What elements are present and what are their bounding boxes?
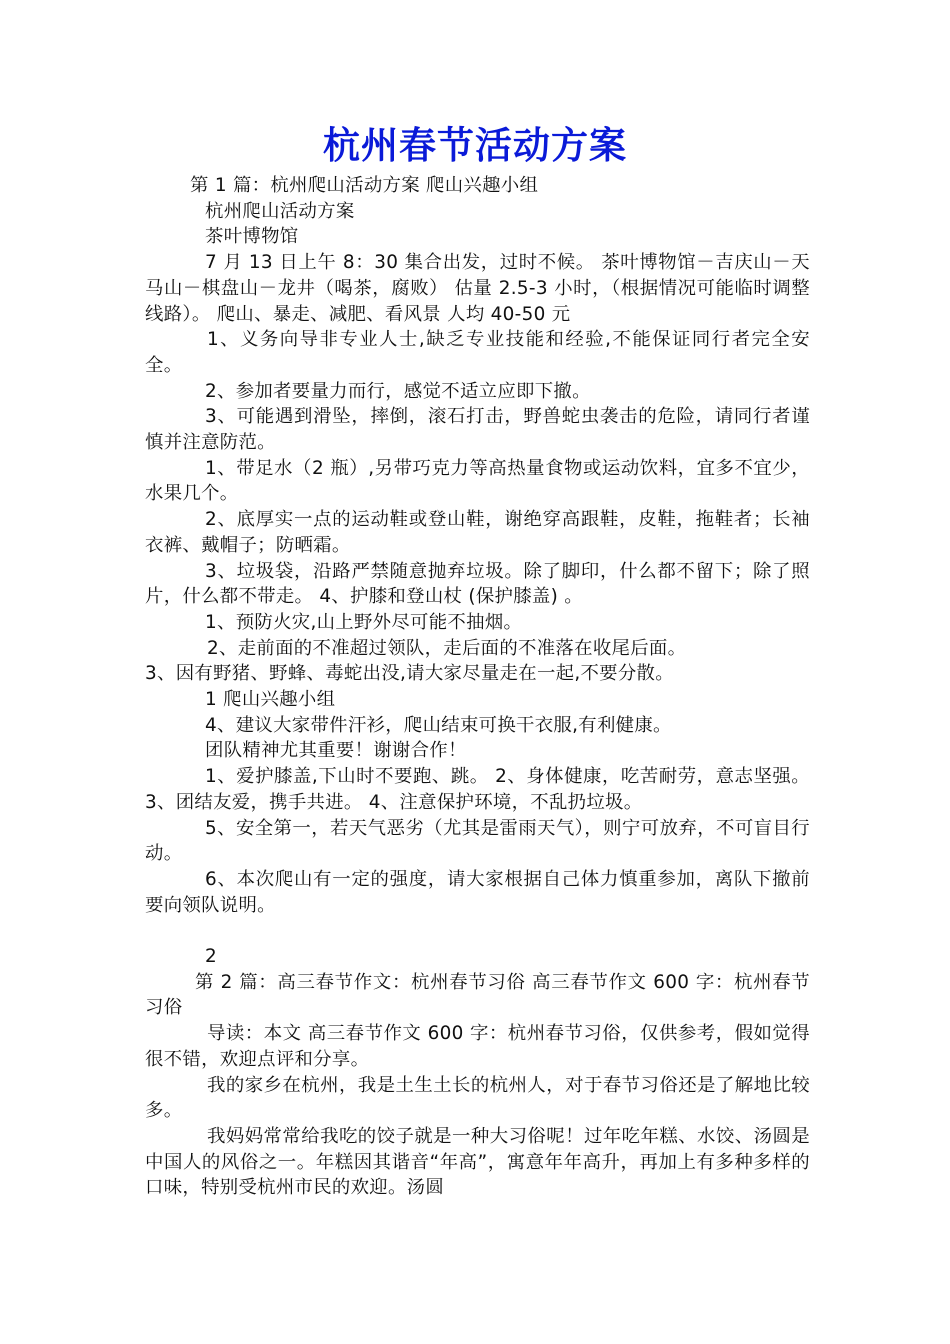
paragraph: 1、爱护膝盖,下山时不要跑、跳。 2、身体健康，吃苦耐劳，意志坚强。 3、团结友爱，携手共进。 4、注意保护环境，不乱扔垃圾。 (145, 766, 810, 813)
document-body (145, 173, 810, 1201)
document-title: 杭州春节活动方案 (323, 123, 627, 167)
paragraph: 我妈妈常常给我吃的饺子就是一种大习俗呢！过年吃年糕、水饺、汤圆是中国人的风俗之一。年糕因其谐音“年高”，寓意年年高升，再加上有多种多样的口味，特别受杭州市民的欢迎。汤圆 (145, 1126, 810, 1199)
paragraph: 1、带足水（2 瓶）,另带巧克力等高热量食物或运动饮料，宜多不宜少，水果几个。 (145, 457, 810, 505)
section-heading-1: 第 1 篇：杭州爬山活动方案 爬山兴趣小组 (190, 175, 539, 196)
paragraph: 团队精神尤其重要！谢谢合作！ (205, 740, 467, 762)
paragraph: 导读：本文 高三春节作文 600 字：杭州春节习俗，仅供参考，假如觉得很不错，欢迎点评和分享。 (145, 1023, 810, 1070)
paragraph: 2、底厚实一点的运动鞋或登山鞋，谢绝穿高跟鞋，皮鞋，拖鞋者；长袖衣裤、戴帽子；防晒霜。 (145, 509, 810, 556)
paragraph: 2、走前面的不准超过领队，走后面的不准落在收尾后面。 (207, 637, 687, 659)
paragraph: 我的家乡在杭州，我是土生土长的杭州人，对于春节习俗还是了解地比较多。 (145, 1074, 810, 1122)
paragraph: 7 月 13 日上午 8：30 集合出发，过时不候。 茶叶博物馆－吉庆山－天马山－棋盘山－龙井（喝茶，腐败） 估量 2.5-3 小时，（根据情况可能临时调整线路）。 爬山、暴走、减肥、看风景 人均 40-50 元 (145, 252, 810, 325)
paragraph: 3、可能遇到滑坠，摔倒，滚石打击，野兽蛇虫袭击的危险，请同行者谨慎并注意防范。 (145, 406, 810, 454)
paragraph: 1、义务向导非专业人士,缺乏专业技能和经验,不能保证同行者完全安全。 (145, 329, 810, 376)
paragraph: 3、因有野猪、野蜂、毒蛇出没,请大家尽量走在一起,不要分散。 (145, 663, 674, 685)
paragraph: 1、预防火灾,山上野外尽可能不抽烟。 (205, 611, 523, 633)
paragraph: 1 爬山兴趣小组 (205, 689, 336, 711)
paragraph: 杭州爬山活动方案 (205, 200, 355, 222)
section-heading-2: 第 2 篇：高三春节作文：杭州春节习俗 高三春节作文 600 字：杭州春节习俗 (145, 971, 810, 1019)
paragraph: 2、参加者要量力而行，感觉不适立应即下撤。 (205, 380, 591, 402)
blank-line (145, 918, 810, 944)
page-number: 2 (205, 946, 218, 968)
paragraph: 4、建议大家带件汗衫，爬山结束可换干衣服,有利健康。 (205, 714, 672, 736)
paragraph: 5、安全第一，若天气恶劣（尤其是雷雨天气），则宁可放弃，不可盲目行动。 (145, 817, 810, 865)
paragraph: 6、本次爬山有一定的强度，请大家根据自己体力慎重参加，离队下撤前要向领队说明。 (145, 868, 810, 916)
paragraph: 茶叶博物馆 (205, 226, 299, 248)
paragraph: 3、垃圾袋，沿路严禁随意抛弃垃圾。除了脚印，什么都不留下；除了照片，什么都不带走。 4、护膝和登山杖 (保护膝盖) 。 (145, 560, 810, 608)
